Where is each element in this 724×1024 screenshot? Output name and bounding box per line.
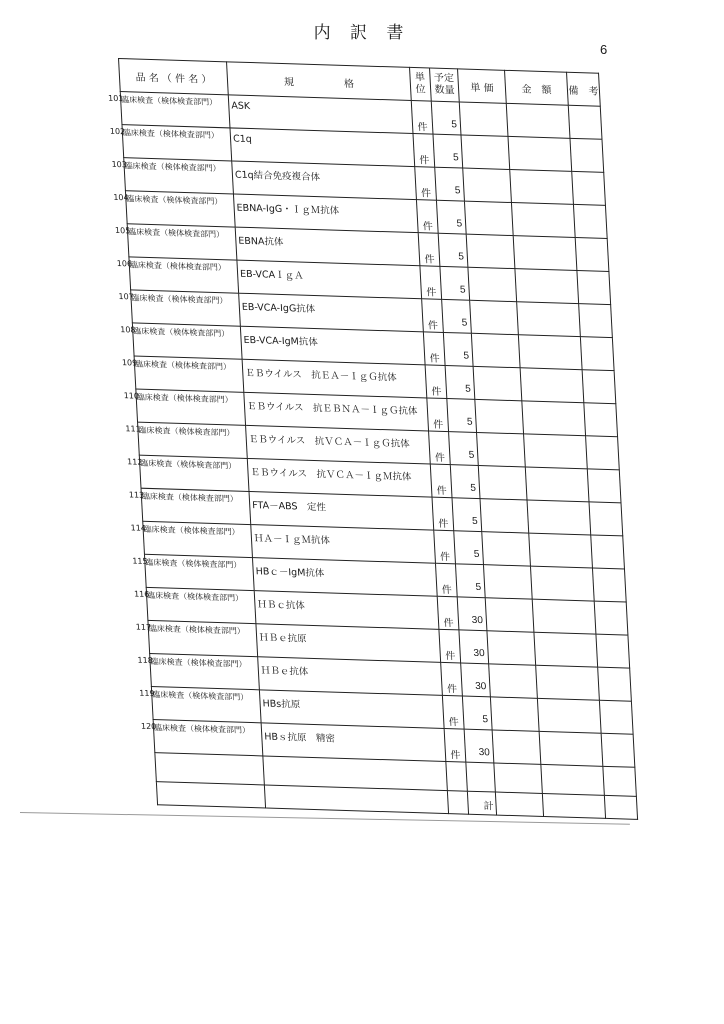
spec-cell bbox=[252, 558, 437, 597]
item-qty: 5 bbox=[454, 185, 461, 197]
item-qty: 30 bbox=[471, 614, 484, 627]
spec-cell bbox=[251, 525, 436, 564]
amount-cell bbox=[513, 236, 577, 271]
item-unit: 件 bbox=[446, 684, 458, 696]
item-spec: FTA－ABS 定性 bbox=[251, 500, 327, 514]
amount-cell bbox=[525, 467, 589, 502]
item-unit: 件 bbox=[427, 320, 439, 332]
item-unit: 件 bbox=[443, 617, 454, 630]
item-name-cell bbox=[137, 653, 260, 689]
price-cell bbox=[464, 201, 513, 235]
qty-cell bbox=[436, 200, 466, 234]
item-spec: EB-VCA-IgM抗体 bbox=[243, 334, 319, 349]
unit-cell bbox=[429, 431, 451, 465]
price-cell bbox=[482, 532, 531, 566]
spec-cell bbox=[242, 359, 427, 398]
item-unit: 件 bbox=[420, 188, 432, 200]
unit-cell bbox=[423, 332, 445, 366]
page-title: 内 訳 書 bbox=[313, 23, 411, 43]
item-number: 118 bbox=[137, 655, 154, 666]
item-qty: 30 bbox=[473, 647, 485, 660]
item-qty: 5 bbox=[471, 515, 479, 527]
price-cell bbox=[471, 333, 520, 367]
price-cell bbox=[461, 135, 510, 169]
item-spec: C1q結合免疫複合体 bbox=[234, 169, 321, 184]
item-qty: 5 bbox=[463, 350, 470, 362]
note-cell bbox=[589, 502, 623, 536]
note-cell bbox=[580, 337, 614, 371]
item-name-cell bbox=[130, 521, 253, 557]
spec-cell bbox=[239, 293, 424, 332]
unit-cell bbox=[442, 695, 464, 729]
item-name-cell bbox=[107, 92, 230, 128]
unit-cell bbox=[427, 398, 449, 432]
spec-cell bbox=[235, 227, 420, 266]
spec-cell bbox=[261, 723, 446, 762]
spec-cell bbox=[237, 260, 422, 299]
item-name: 臨床検査（検体検査部門） bbox=[133, 326, 230, 339]
item-number: 119 bbox=[139, 688, 155, 699]
item-qty: 5 bbox=[458, 251, 465, 263]
unit-cell bbox=[420, 266, 442, 300]
item-number: 102 bbox=[109, 126, 126, 137]
price-cell bbox=[468, 267, 517, 301]
item-name: 臨床検査（検体検査部門） bbox=[139, 458, 237, 471]
item-unit: 件 bbox=[426, 287, 437, 299]
item-name-cell bbox=[119, 323, 242, 359]
note-cell bbox=[592, 568, 626, 602]
qty-cell bbox=[445, 365, 475, 399]
price-cell bbox=[475, 399, 524, 433]
item-unit: 件 bbox=[450, 750, 461, 762]
header-unit: 単 位 bbox=[410, 67, 432, 101]
item-number: 115 bbox=[132, 556, 148, 566]
note-cell bbox=[577, 271, 611, 305]
item-number: 117 bbox=[135, 622, 152, 633]
price-cell bbox=[480, 499, 529, 533]
item-number: 113 bbox=[128, 490, 145, 500]
amount-cell bbox=[518, 335, 582, 370]
qty-cell bbox=[438, 233, 468, 267]
item-name: 臨床検査（検体検査部門） bbox=[120, 95, 218, 108]
item-unit: 件 bbox=[434, 452, 446, 464]
price-cell bbox=[473, 366, 522, 400]
item-qty: 5 bbox=[475, 581, 482, 594]
item-unit: 件 bbox=[419, 155, 430, 167]
amount-cell bbox=[508, 136, 572, 171]
item-spec: ＥＢウイルス 抗ＥＢＮＡ－ＩｇＧ抗体 bbox=[246, 400, 418, 418]
item-name-cell bbox=[135, 620, 258, 656]
item-name-cell bbox=[123, 389, 246, 425]
total-label: 計 bbox=[483, 801, 494, 813]
unit-cell bbox=[418, 233, 440, 267]
amount-cell bbox=[527, 500, 591, 535]
item-spec: ＥＢウイルス 抗ＥＡ－ＩｇＧ抗体 bbox=[245, 367, 398, 384]
amount-cell bbox=[506, 103, 570, 138]
qty-cell bbox=[462, 696, 492, 730]
note-cell bbox=[584, 403, 618, 437]
item-qty: 5 bbox=[468, 449, 475, 461]
unit-cell bbox=[411, 100, 433, 134]
item-unit: 件 bbox=[439, 551, 451, 564]
price-cell bbox=[487, 631, 536, 665]
qty-cell bbox=[442, 299, 472, 333]
unit-cell bbox=[434, 530, 456, 564]
item-spec: ＥＢウイルス 抗ＶＣＡ－ＩｇＭ抗体 bbox=[250, 467, 412, 483]
item-name: 臨床検査（検体検査部門） bbox=[150, 656, 247, 669]
unit-cell bbox=[425, 365, 447, 399]
item-number: 112 bbox=[126, 457, 143, 467]
amount-cell bbox=[539, 731, 603, 766]
item-qty: 5 bbox=[482, 714, 489, 726]
item-number: 103 bbox=[111, 159, 128, 170]
item-unit: 件 bbox=[432, 419, 444, 431]
note-cell bbox=[598, 667, 632, 701]
item-name-cell bbox=[109, 125, 232, 161]
item-name: 臨床検査（検体検査部門） bbox=[134, 359, 232, 372]
item-qty: 5 bbox=[452, 152, 459, 164]
item-spec: ＨＢｅ抗原 bbox=[258, 632, 307, 645]
amount-cell bbox=[532, 599, 596, 634]
header-price: 単 価 bbox=[458, 69, 507, 103]
item-number: 109 bbox=[121, 358, 138, 368]
note-cell bbox=[573, 204, 607, 238]
breakdown-table bbox=[107, 58, 638, 820]
note-cell bbox=[599, 700, 633, 734]
header-spec: 規 格 bbox=[227, 62, 412, 101]
spec-cell bbox=[258, 657, 443, 696]
price-cell bbox=[463, 168, 512, 202]
spec-cell bbox=[228, 95, 413, 134]
item-spec: HBs抗原 bbox=[262, 698, 301, 711]
item-number: 107 bbox=[118, 292, 135, 302]
amount-cell bbox=[536, 665, 600, 700]
item-name-cell bbox=[133, 587, 256, 623]
item-number: 108 bbox=[119, 325, 136, 335]
item-unit: 件 bbox=[424, 254, 435, 266]
qty-cell bbox=[464, 729, 494, 763]
item-name-cell bbox=[116, 257, 239, 293]
unit-cell bbox=[444, 728, 466, 762]
spec-cell bbox=[246, 425, 431, 464]
amount-cell bbox=[530, 566, 594, 601]
item-name: 臨床検査（検体検査部門） bbox=[131, 293, 228, 306]
unit-cell bbox=[422, 299, 444, 333]
spec-cell bbox=[254, 591, 439, 630]
price-cell bbox=[466, 234, 515, 268]
note-cell bbox=[570, 138, 604, 172]
item-number: 116 bbox=[133, 589, 150, 599]
amount-cell bbox=[534, 632, 598, 667]
item-name: 臨床検査（検体検査部門） bbox=[145, 557, 242, 570]
unit-cell bbox=[439, 629, 461, 663]
note-cell bbox=[596, 634, 630, 668]
qty-cell bbox=[447, 399, 477, 433]
item-qty: 5 bbox=[470, 482, 477, 494]
qty-cell bbox=[454, 531, 484, 565]
qty-cell bbox=[461, 663, 491, 697]
item-spec: ＥＢウイルス 抗ＶＣＡ－ＩｇＧ抗体 bbox=[248, 433, 411, 450]
note-cell bbox=[594, 601, 628, 635]
item-name-cell bbox=[140, 720, 263, 756]
qty-cell bbox=[435, 167, 465, 201]
item-qty: 5 bbox=[456, 218, 463, 230]
price-cell bbox=[477, 432, 526, 466]
item-spec: ASK bbox=[231, 100, 251, 113]
item-name: 臨床検査（検体検査部門） bbox=[122, 128, 220, 141]
item-spec: EBNA-IgG・ＩｇＭ抗体 bbox=[236, 202, 340, 217]
item-qty: 5 bbox=[461, 317, 468, 329]
qty-cell bbox=[433, 134, 463, 168]
unit-cell bbox=[437, 596, 459, 630]
qty-cell bbox=[443, 332, 473, 366]
spec-cell bbox=[233, 194, 418, 233]
price-cell bbox=[470, 300, 519, 334]
spec-cell bbox=[256, 624, 441, 663]
item-name-cell bbox=[118, 290, 241, 326]
item-unit: 件 bbox=[417, 122, 428, 134]
price-cell bbox=[459, 102, 508, 136]
item-name-cell bbox=[114, 224, 237, 260]
item-spec: EB-VCA-IgG抗体 bbox=[241, 301, 316, 316]
item-qty: 5 bbox=[459, 284, 466, 296]
item-name: 臨床検査（検体検査部門） bbox=[127, 227, 225, 240]
item-unit: 件 bbox=[438, 518, 449, 531]
note-cell bbox=[582, 370, 616, 404]
item-spec: ＨＢｅ抗体 bbox=[260, 665, 309, 678]
note-cell bbox=[572, 171, 606, 205]
qty-cell bbox=[449, 432, 479, 466]
header-amount: 金 額 bbox=[505, 70, 569, 105]
item-name-cell bbox=[111, 158, 234, 194]
item-name-cell bbox=[132, 554, 254, 590]
item-qty: 5 bbox=[451, 119, 458, 131]
qty-cell bbox=[450, 465, 480, 499]
item-unit: 件 bbox=[445, 650, 456, 663]
item-unit: 件 bbox=[448, 717, 460, 729]
item-number: 106 bbox=[116, 258, 133, 269]
item-unit: 件 bbox=[431, 386, 442, 398]
unit-cell bbox=[416, 200, 438, 234]
amount-cell bbox=[511, 203, 575, 238]
item-name: 臨床検査（検体検査部門） bbox=[124, 161, 221, 174]
item-number: 110 bbox=[123, 391, 140, 401]
note-cell bbox=[568, 105, 602, 139]
item-name-cell bbox=[113, 191, 235, 227]
item-name: 臨床検査（検体検査部門） bbox=[146, 590, 244, 603]
spec-cell bbox=[240, 326, 425, 365]
item-name-cell bbox=[139, 687, 261, 723]
header-qty: 予定 数量 bbox=[430, 68, 460, 102]
note-cell bbox=[579, 304, 613, 338]
item-name-cell bbox=[125, 422, 248, 458]
breakdown-table-container bbox=[107, 58, 636, 813]
item-number: 104 bbox=[113, 192, 129, 203]
header-name: 品 名 （ 件 名 ） bbox=[119, 59, 229, 95]
note-cell bbox=[591, 535, 625, 569]
note-cell bbox=[575, 237, 609, 271]
item-name: 臨床検査（検体検査部門） bbox=[141, 491, 239, 504]
spec-cell bbox=[244, 392, 429, 431]
item-number: 111 bbox=[125, 424, 141, 434]
qty-cell bbox=[457, 597, 487, 631]
amount-cell bbox=[517, 302, 581, 337]
note-cell bbox=[587, 469, 621, 503]
price-cell bbox=[492, 730, 541, 764]
item-name: 臨床検査（検体検査部門） bbox=[138, 425, 235, 438]
item-spec: C1q bbox=[232, 133, 253, 146]
item-spec: ＨＢｃ抗体 bbox=[257, 599, 306, 612]
spec-cell bbox=[259, 690, 444, 729]
unit-cell bbox=[435, 563, 457, 597]
amount-cell bbox=[529, 533, 593, 568]
item-name: 臨床検査（検体検査部門） bbox=[126, 194, 223, 207]
item-unit: 件 bbox=[429, 353, 441, 365]
unit-cell bbox=[432, 497, 454, 531]
item-unit: 件 bbox=[441, 584, 453, 597]
item-name-cell bbox=[128, 488, 251, 524]
item-spec: EBNA抗体 bbox=[238, 235, 284, 249]
amount-cell bbox=[537, 698, 601, 733]
item-spec: ＨＡ－ＩｇＭ抗体 bbox=[253, 533, 331, 547]
item-name-cell bbox=[121, 356, 244, 392]
spec-cell bbox=[249, 492, 434, 531]
item-number: 105 bbox=[114, 225, 131, 236]
item-name: 臨床検査（検体検査部門） bbox=[143, 524, 240, 537]
unit-cell bbox=[441, 662, 463, 696]
spec-cell bbox=[232, 161, 417, 200]
price-cell bbox=[478, 466, 527, 500]
page-number: 6 bbox=[600, 42, 608, 57]
unit-cell bbox=[415, 167, 437, 201]
note-cell bbox=[586, 436, 620, 470]
item-name: 臨床検査（検体検査部門） bbox=[136, 392, 233, 405]
item-name: 臨床検査（検体検査部門） bbox=[153, 723, 251, 736]
price-cell bbox=[485, 598, 534, 632]
item-unit: 件 bbox=[436, 485, 447, 498]
item-number: 120 bbox=[140, 721, 157, 732]
amount-cell bbox=[524, 434, 588, 469]
item-name: 臨床検査（検体検査部門） bbox=[152, 690, 249, 702]
amount-cell bbox=[515, 269, 579, 304]
header-note: 備 考 bbox=[567, 72, 601, 106]
amount-cell bbox=[520, 368, 584, 403]
item-spec: HBｓ抗原 精密 bbox=[264, 731, 336, 745]
note-cell bbox=[601, 733, 635, 767]
item-qty: 30 bbox=[478, 747, 491, 759]
item-name: 臨床検査（検体検査部門） bbox=[148, 623, 246, 636]
amount-cell bbox=[510, 169, 574, 204]
spec-cell bbox=[230, 128, 415, 167]
qty-cell bbox=[455, 564, 485, 598]
item-qty: 5 bbox=[473, 548, 480, 561]
item-name: 臨床検査（検体検査部門） bbox=[129, 260, 227, 273]
unit-cell bbox=[430, 464, 452, 498]
qty-cell bbox=[459, 630, 489, 664]
item-qty: 5 bbox=[466, 416, 473, 428]
qty-cell bbox=[431, 101, 461, 135]
item-number: 114 bbox=[130, 523, 147, 533]
item-qty: 5 bbox=[464, 383, 472, 395]
item-spec: EB-VCAＩｇＡ bbox=[239, 268, 304, 282]
item-spec: HBｃ－IgM抗体 bbox=[255, 566, 325, 580]
qty-cell bbox=[452, 498, 482, 532]
item-unit: 件 bbox=[422, 221, 434, 233]
item-qty: 30 bbox=[474, 680, 487, 693]
item-name-cell bbox=[126, 455, 249, 491]
price-cell bbox=[489, 664, 538, 698]
amount-cell bbox=[522, 401, 586, 436]
item-number: 101 bbox=[107, 93, 124, 104]
qty-cell bbox=[440, 266, 470, 300]
price-cell bbox=[490, 697, 539, 731]
price-cell bbox=[483, 565, 532, 599]
unit-cell bbox=[413, 134, 435, 168]
